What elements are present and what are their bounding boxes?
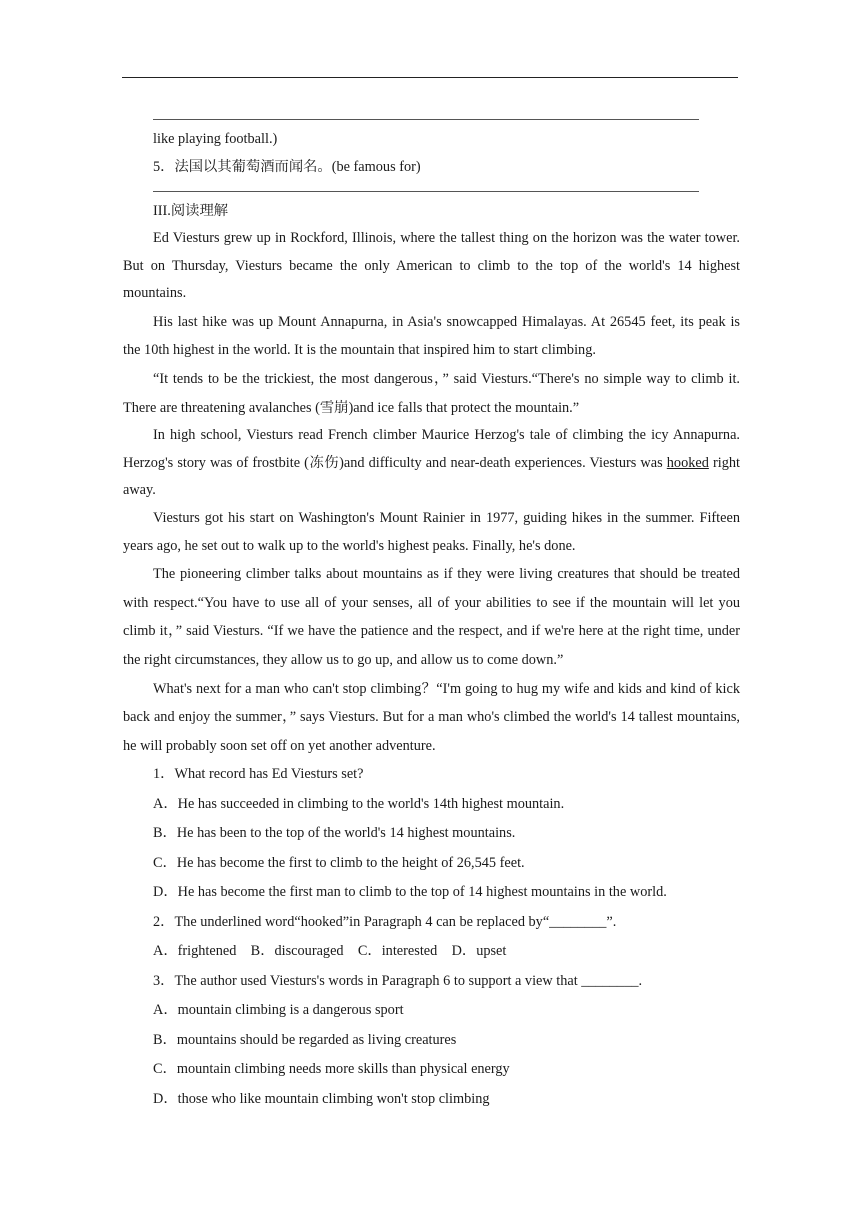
question-2 (123, 908, 740, 967)
question-stem: 1．What record has Ed Viesturs set? (153, 766, 364, 783)
option-c: C．He has become the first to climb to the height of 26,545 feet. (153, 854, 525, 871)
options-row: A．frightened B．discouraged C．interested D．upset (153, 943, 507, 960)
paragraph-text: right away. (123, 454, 740, 499)
passage-paragraph-4 (123, 422, 740, 505)
question-3 (123, 967, 740, 1115)
answer-line (153, 107, 699, 120)
question-stem: 3．The author used Viesturs's words in Paragraph 6 to support a view that ________. (153, 972, 643, 989)
option-a: A．He has succeeded in climbing to the world's 14th highest mountain. (153, 795, 565, 812)
passage-paragraph-2: His last hike was up Mount Annapurna, in Asia's snowcapped Himalayas. At 26545 feet, its peak is the 10th highest in the world. It is the mountain that inspired him to start climbing. (123, 313, 740, 359)
question-1 (123, 760, 740, 908)
translation-item-5: 5．法国以其葡萄酒而闻名。(be famous for) (153, 159, 421, 175)
option-c: C．mountain climbing needs more skills than physical energy (153, 1061, 510, 1078)
question-stem: 2．The underlined word“hooked”in Paragraph 4 can be replaced by“________”. (153, 913, 617, 930)
option-b: B．mountains should be regarded as living creatures (153, 1031, 457, 1048)
option-d: D．He has become the first man to climb to the top of 14 highest mountains in the world. (153, 884, 667, 901)
option-b: B．He has been to the top of the world's 14 highest mountains. (153, 825, 516, 842)
option-a: A．mountain climbing is a dangerous sport (153, 1002, 404, 1019)
passage-paragraph-5: Viesturs got his start on Washington's Mount Rainier in 1977, guiding hikes in the summer. Fifteen years ago, he set out to walk up to the world's highest peaks. Finally, he's done. (123, 509, 740, 554)
section-title: III.阅读理解 (153, 203, 229, 219)
underlined-word: hooked (666, 454, 709, 471)
passage-paragraph-6: The pioneering climber talks about mountains as if they were living creatures that should be treated with respect.“You have to use all of your senses, all of your abilities to see if the mountain will let you climb it，” said Viesturs. “If we have the patience and the respect, and if we're here at the right time, under the right circumstances, they allow us to go up, and allow us to come down.” (123, 566, 740, 668)
option-d: D．those who like mountain climbing won't stop climbing (153, 1090, 490, 1107)
paragraph-text: In high school, Viesturs read French climber Maurice Herzog's tale of climbing the icy Annapurna. Herzog's story was of frostbite (冻伤)and difficulty and near-death experiences. Viesturs was (123, 427, 740, 471)
translation-tail: like playing football.) (153, 131, 278, 147)
header-rule (122, 77, 738, 78)
passage-paragraph-3: “It tends to be the trickiest, the most dangerous，” said Viesturs.“There's no simple way to climb it. There are threatening avalanches (雪崩)and ice falls that protect the mountain.” (123, 370, 740, 416)
page-content (123, 107, 740, 1114)
passage-paragraph-7: What's next for a man who can't stop climbing？“I'm going to hug my wife and kids and kind of kick back and enjoy the summer，” says Viesturs. But for a man who's climbed the world's 14 tallest mountains, he will probably soon set off on yet another adventure. (123, 680, 740, 754)
passage-paragraph-1: Ed Viesturs grew up in Rockford, Illinois, where the tallest thing on the horizon was the water tower. But on Thursday, Viesturs became the only American to climb to the top of the world's 14 highest mountains. (123, 230, 740, 302)
